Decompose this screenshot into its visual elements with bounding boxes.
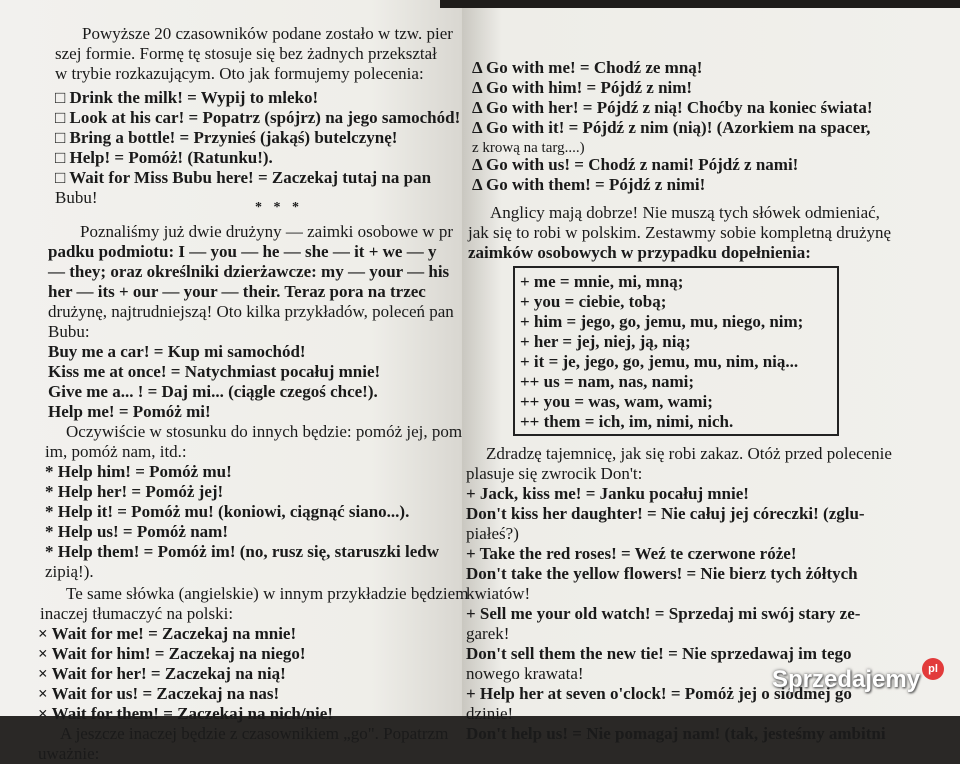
right-line: nowego krawata! [466,664,584,683]
right-line: Don't help us! = Nie pomagaj nam! (tak, jesteśmy ambitni [466,724,886,743]
left-line: □ Bring a bottle! = Przynieś (jakąś) butelczynę! [55,128,398,147]
right-line: Δ Go with him! = Pójdź z nim! [472,78,693,97]
right-line: zaimków osobowych w przypadku dopełnienia: [468,243,811,262]
left-line: × Wait for us! = Zaczekaj na nas! [38,684,280,703]
pronoun-row: ++ them = ich, im, nimi, nich. [520,412,734,431]
left-line: * Help her! = Pomóż jej! [45,482,224,501]
watermark-badge: pl [922,658,944,680]
left-line: □ Drink the milk! = Wypij to mleko! [55,88,319,107]
right-line: Δ Go with me! = Chodź ze mną! [472,58,703,77]
left-line: * Help it! = Pomóż mu! (koniowi, ciągnąć siano...). [45,502,410,521]
left-line: her — its + our — your — their. Teraz pora na trzec [48,282,426,301]
left-line: — they; oraz określniki dzierżawcze: my — your — his [48,262,450,281]
left-line: w trybie rozkazującym. Oto jak formujemy polecenia: [55,64,424,83]
right-line: Δ Go with it! = Pójdź z nim (nią)! (Azorkiem na spacer, [472,118,871,137]
background-strip [440,0,960,8]
left-line: □ Look at his car! = Popatrz (spójrz) na jego samochód! [55,108,461,127]
left-line: szej formie. Formę tę stosuje się bez żadnych przekształ [55,44,437,63]
right-line: piałeś?) [466,524,519,543]
left-line: uważnie: [38,744,100,763]
right-line: garek! [466,624,510,643]
left-line: im, pomóż nam, itd.: [45,442,187,461]
left-line: Oczywiście w stosunku do innych będzie: pomóż jej, pom [66,422,463,441]
left-line: padku podmiotu: I — you — he — she — it + we — y [48,242,437,261]
right-line: Δ Go with her! = Pójdź z nią! Choćby na koniec świata! [472,98,873,117]
pronoun-row: + it = je, jego, go, jemu, mu, nim, nią... [520,352,799,371]
left-line: * Help them! = Pomóż im! (no, rusz się, staruszki ledw [45,542,440,561]
pronoun-row: + him = jego, go, jemu, mu, niego, nim; [520,312,804,331]
left-line: Help me! = Pomóż mi! [48,402,211,421]
left-line: Bubu: [48,322,90,341]
left-line: drużynę, najtrudniejszą! Oto kilka przykładów, poleceń pan [48,302,454,321]
right-line: Δ Go with us! = Chodź z nami! Pójdź z nami! [472,155,799,174]
right-line: Don't sell them the new tie! = Nie sprzedawaj im tego [466,644,852,663]
left-line: × Wait for her! = Zaczekaj na nią! [38,664,286,683]
left-line: inaczej tłumaczyć na polski: [40,604,234,623]
right-line: Zdradzę tajemnicę, jak się robi zakaz. Otóż przed polecenie [486,444,892,463]
right-line: Don't kiss her daughter! = Nie całuj jej córeczki! (zglu- [466,504,865,523]
left-line: A jeszcze inaczej będzie z czasownikiem „go". Popatrzm [60,724,449,743]
right-line: Don't take the yellow flowers! = Nie bierz tych żółtych [466,564,858,583]
left-line: zipią!). [45,562,94,581]
left-line: □ Wait for Miss Bubu here! = Zaczekaj tutaj na pan [55,168,432,187]
left-line: * Help us! = Pomóż nam! [45,522,228,541]
right-line: + Help her at seven o'clock! = Pomóż jej o siódmej go [466,684,852,703]
left-line: Poznaliśmy już dwie drużyny — zaimki osobowe w pr [80,222,453,241]
section-separator: * * * [255,200,303,215]
left-line: * Help him! = Pomóż mu! [45,462,232,481]
right-line: jak się to robi w polskim. Zestawmy sobie kompletną drużynę [468,223,892,242]
left-line: Kiss me at once! = Natychmiast pocałuj mnie! [48,362,381,381]
right-line: Δ Go with them! = Pójdź z nimi! [472,175,706,194]
right-line: plasuje się zwrocik Don't: [466,464,643,483]
right-line: + Take the red roses! = Weź te czerwone róże! [466,544,797,563]
left-line: Powyższe 20 czasowników podane zostało w tzw. pier [82,24,453,43]
pronoun-row: ++ you = was, wam, wami; [520,392,713,411]
pronoun-row: + her = jej, niej, ją, nią; [520,332,691,351]
left-line: × Wait for him! = Zaczekaj na niego! [38,644,306,663]
watermark-logo: Sprzedajemy pl [772,666,920,694]
right-line: z krową na targ....) [472,140,585,156]
left-line: □ Help! = Pomóż! (Ratunku!). [55,148,273,167]
left-line: Give me a... ! = Daj mi... (ciągle czegoś chce!). [48,382,378,401]
right-line: + Jack, kiss me! = Janku pocałuj mnie! [466,484,749,503]
left-line: × Wait for me! = Zaczekaj na mnie! [38,624,297,643]
pronoun-row: + you = ciebie, tobą; [520,292,667,311]
right-line: dzinie! [466,704,514,723]
left-line: Bubu! [55,188,98,207]
right-line: + Sell me your old watch! = Sprzedaj mi swój stary ze- [466,604,861,623]
left-line: Buy me a car! = Kup mi samochód! [48,342,306,361]
left-line: Te same słówka (angielskie) w innym przykładzie będziem [66,584,469,603]
left-line: × Wait for them! = Zaczekaj na nich/nie! [38,704,333,723]
right-line: Anglicy mają dobrze! Nie muszą tych słówek odmieniać, [490,203,880,222]
pronoun-row: + me = mnie, mi, mną; [520,272,684,291]
pronoun-row: ++ us = nam, nas, nami; [520,372,695,391]
right-line: kwiatów! [466,584,531,603]
